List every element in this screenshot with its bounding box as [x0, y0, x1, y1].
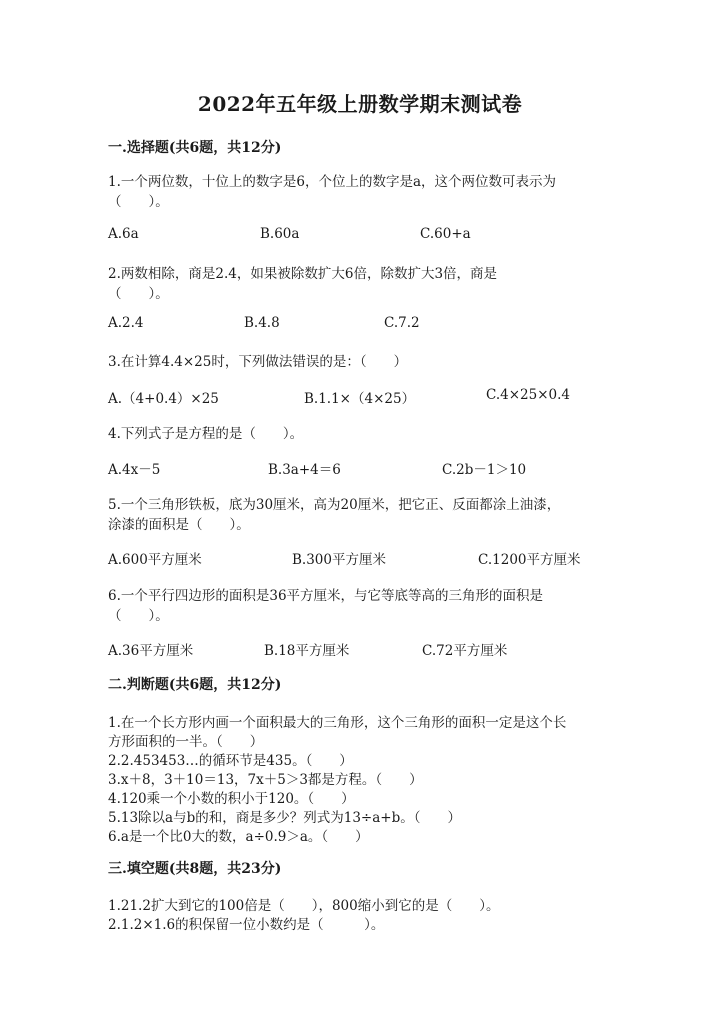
- question-1-line-1: 1.一个两位数，十位上的数字是6，个位上的数字是a，这个两位数可表示为: [108, 174, 557, 190]
- fill-in-line-1: 1.21.2扩大到它的100倍是（ ），800缩小到它的是（ ）。: [108, 898, 500, 914]
- judgement-line-6: 5.13除以a与b的和，商是多少？列式为13÷a+b。（ ）: [108, 810, 461, 826]
- question-2-option-a: A.2.4: [108, 315, 144, 331]
- question-6-option-b: B.18平方厘米: [264, 643, 350, 659]
- question-1-line-2: （ ）。: [108, 194, 169, 210]
- question-6-line-2: （ ）。: [108, 608, 169, 624]
- question-2-option-c: C.7.2: [384, 315, 420, 331]
- section-heading-judgement: 二.判断题(共6题，共12分): [108, 677, 282, 693]
- question-4-line-1: 4.下列式子是方程的是（ ）。: [108, 426, 304, 442]
- question-6-option-c: C.72平方厘米: [422, 643, 508, 659]
- question-2-line-1: 2.两数相除，商是2.4，如果被除数扩大6倍，除数扩大3倍，商是: [108, 266, 498, 282]
- question-5-line-2: 涂漆的面积是（ ）。: [108, 517, 250, 533]
- judgement-line-5: 4.120乘一个小数的积小于120。（ ）: [108, 791, 355, 807]
- question-1-option-c: C.60+a: [420, 226, 471, 242]
- question-5-option-c: C.1200平方厘米: [478, 552, 581, 568]
- question-3-option-c: C.4×25×0.4: [486, 387, 570, 403]
- question-2-line-2: （ ）。: [108, 286, 169, 302]
- judgement-line-2: 方形面积的一半。（ ）: [108, 734, 264, 750]
- question-5-option-b: B.300平方厘米: [292, 552, 386, 568]
- question-4-option-b: B.3a+4＝6: [268, 462, 341, 478]
- question-1-option-b: B.60a: [260, 226, 300, 242]
- judgement-line-1: 1.在一个长方形内画一个面积最大的三角形，这个三角形的面积一定是这个长: [108, 715, 567, 731]
- judgement-line-3: 2.2.453453…的循环节是435。（ ）: [108, 753, 353, 769]
- question-3-line-1: 3.在计算4.4×25时，下列做法错误的是：（ ）: [108, 354, 408, 370]
- question-6-line-1: 6.一个平行四边形的面积是36平方厘米，与它等底等高的三角形的面积是: [108, 588, 544, 604]
- judgement-line-7: 6.a是一个比0大的数，a÷0.9＞a。（ ）: [108, 829, 369, 845]
- question-6-option-a: A.36平方厘米: [108, 643, 194, 659]
- page-title: 2022年五年级上册数学期末测试卷: [197, 92, 523, 116]
- question-5-option-a: A.600平方厘米: [108, 552, 202, 568]
- question-1-option-a: A.6a: [108, 226, 139, 242]
- judgement-line-4: 3.x＋8，3＋10＝13，7x＋5＞3都是方程。（ ）: [108, 772, 423, 788]
- question-4-option-a: A.4x－5: [108, 462, 161, 478]
- question-3-option-a: A.（4+0.4）×25: [108, 391, 219, 407]
- question-3-option-b: B.1.1×（4×25）: [304, 391, 416, 407]
- question-5-line-1: 5.一个三角形铁板，底为30厘米，高为20厘米，把它正、反面都涂上油漆，: [108, 497, 561, 513]
- question-4-option-c: C.2b－1＞10: [442, 462, 527, 478]
- section-heading-fill-in: 三.填空题(共8题，共23分): [108, 861, 282, 877]
- section-heading-choice: 一.选择题(共6题，共12分): [108, 140, 282, 156]
- question-2-option-b: B.4.8: [244, 315, 280, 331]
- fill-in-line-2: 2.1.2×1.6的积保留一位小数约是（ ）。: [108, 917, 385, 933]
